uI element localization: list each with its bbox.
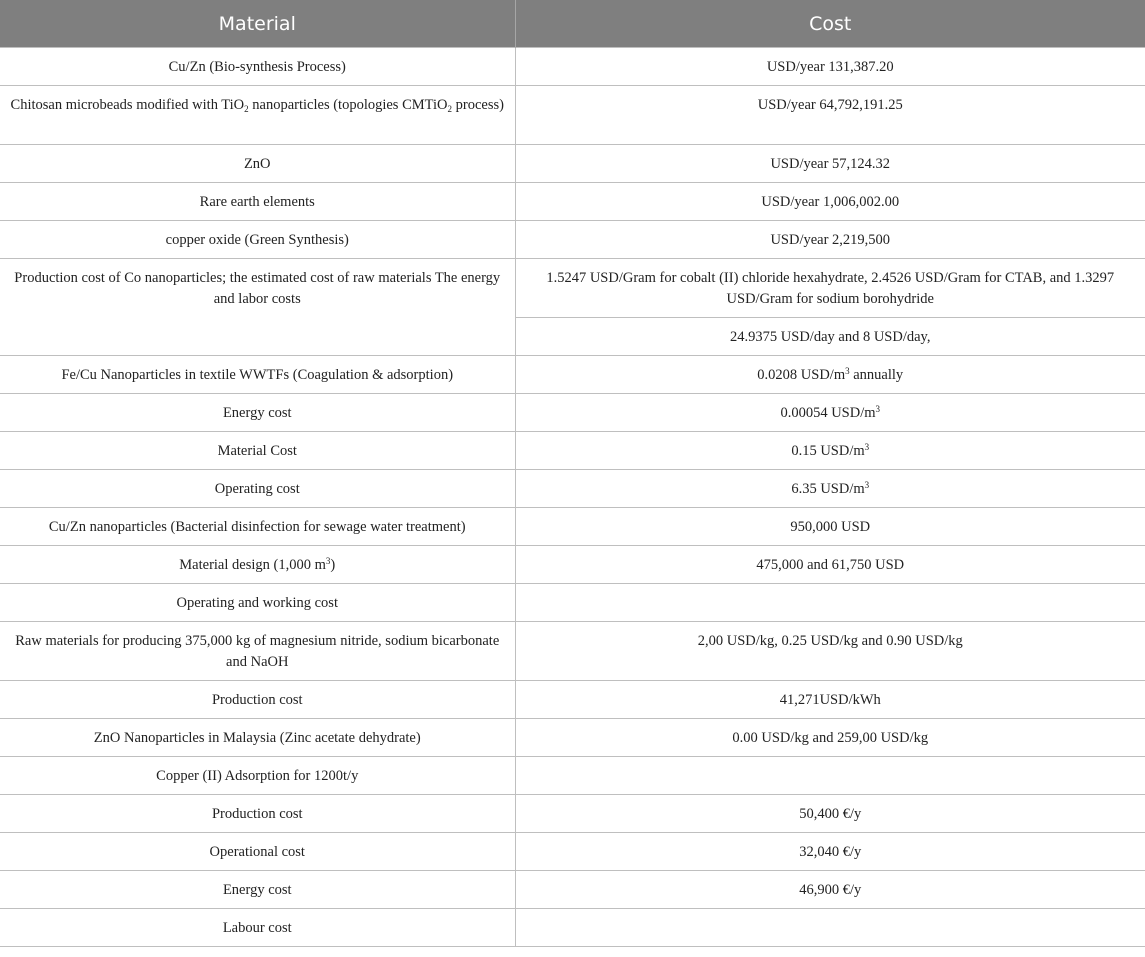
material-cell: Raw materials for producing 375,000 kg of magnesium nitride, sodium bicarbonate and NaOH <box>0 622 515 681</box>
table-row <box>0 871 1145 909</box>
table-row <box>0 909 1145 947</box>
material-cell: Operating and working cost <box>0 584 515 622</box>
cost-cell: 32,040 €/y <box>515 833 1145 871</box>
material-cell: Chitosan microbeads modified with TiO$_2$ nanoparticles (topologies CMTiO$_2$ process) <box>0 86 515 145</box>
table-row <box>0 719 1145 757</box>
cost-cell <box>515 584 1145 622</box>
table-row <box>0 394 1145 432</box>
table-row <box>0 681 1145 719</box>
table-row <box>0 145 1145 183</box>
material-cell: Material design (1,000 $m^3$) <box>0 546 515 584</box>
table-row <box>0 833 1145 871</box>
cost-cell: USD/year 131,387.20 <box>515 48 1145 86</box>
cost-cell: 24.9375 USD/day and 8 USD/day, <box>515 318 1145 356</box>
cost-cell: USD/year 57,124.32 <box>515 145 1145 183</box>
material-cell: copper oxide (Green Synthesis) <box>0 221 515 259</box>
header-material: Material <box>0 0 515 48</box>
material-cell: Operating cost <box>0 470 515 508</box>
header-row <box>0 0 1145 48</box>
material-cell: Rare earth elements <box>0 183 515 221</box>
cost-cell: USD/year 64,792,191.25 <box>515 86 1145 145</box>
cost-cell: 0.15 USD/$m^3$ <box>515 432 1145 470</box>
cost-cell: 50,400 €/y <box>515 795 1145 833</box>
table-row <box>0 221 1145 259</box>
cost-cell: 0.0208 USD/$m^3$ annually <box>515 356 1145 394</box>
table-row <box>0 795 1145 833</box>
table-row <box>0 183 1145 221</box>
cost-cell: 0.00054 USD/$m^3$ <box>515 394 1145 432</box>
table-row <box>0 356 1145 394</box>
material-cell: Production cost of Co nanoparticles; the estimated cost of raw materials The energy and labor costs <box>0 259 515 356</box>
cost-cell: 950,000 USD <box>515 508 1145 546</box>
table-row <box>0 508 1145 546</box>
cost-cell: 0.00 USD/kg and 259,00 USD/kg <box>515 719 1145 757</box>
table-row <box>0 622 1145 681</box>
header-cost: Cost <box>515 0 1145 48</box>
material-cell: Cu/Zn (Bio-synthesis Process) <box>0 48 515 86</box>
table-row <box>0 86 1145 145</box>
cost-cell: USD/year 1,006,002.00 <box>515 183 1145 221</box>
material-cell: Energy cost <box>0 871 515 909</box>
cost-cell <box>515 909 1145 947</box>
cost-cell: 2,00 USD/kg, 0.25 USD/kg and 0.90 USD/kg <box>515 622 1145 681</box>
material-cell: ZnO <box>0 145 515 183</box>
table-row <box>0 432 1145 470</box>
table-row <box>0 48 1145 86</box>
cost-cell: 41,271USD/kWh <box>515 681 1145 719</box>
table-row <box>0 757 1145 795</box>
material-cell: Operational cost <box>0 833 515 871</box>
material-cell: Copper (II) Adsorption for 1200t/y <box>0 757 515 795</box>
table-row <box>0 470 1145 508</box>
cost-cell: 46,900 €/y <box>515 871 1145 909</box>
cost-cell: 475,000 and 61,750 USD <box>515 546 1145 584</box>
cost-cell <box>515 757 1145 795</box>
material-cell: Fe/Cu Nanoparticles in textile WWTFs (Coagulation & adsorption) <box>0 356 515 394</box>
table-row <box>0 584 1145 622</box>
table-row <box>0 546 1145 584</box>
material-cell: Material Cost <box>0 432 515 470</box>
cost-cell: 1.5247 USD/Gram for cobalt (II) chloride hexahydrate, 2.4526 USD/Gram for CTAB, and 1.3297 USD/Gram for sodium borohydride <box>515 259 1145 318</box>
material-cell: Production cost <box>0 795 515 833</box>
material-cell: Production cost <box>0 681 515 719</box>
table-row <box>0 259 1145 318</box>
cost-cell: USD/year 2,219,500 <box>515 221 1145 259</box>
material-cell: Cu/Zn nanoparticles (Bacterial disinfection for sewage water treatment) <box>0 508 515 546</box>
material-cell: Labour cost <box>0 909 515 947</box>
cost-cell: 6.35 USD/$m^3$ <box>515 470 1145 508</box>
material-cell: ZnO Nanoparticles in Malaysia (Zinc acetate dehydrate) <box>0 719 515 757</box>
material-cell: Energy cost <box>0 394 515 432</box>
